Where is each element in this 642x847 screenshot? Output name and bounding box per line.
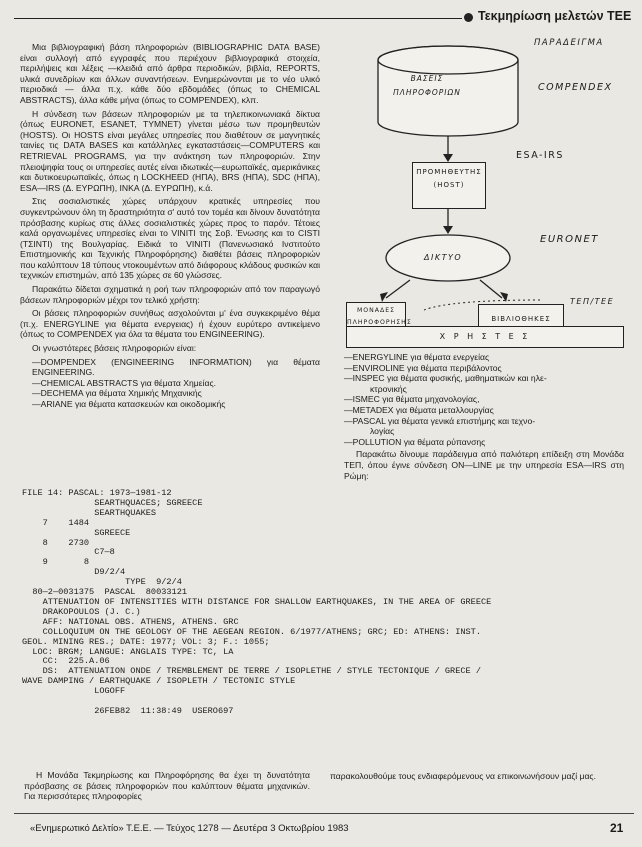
record-line: D9/2/4 [22, 567, 126, 578]
network-example: EURONET [540, 234, 599, 245]
list-item: —ENERGYLINE για θέματα ενεργείας [344, 352, 490, 362]
record-line: 26FEB82 11:38:49 USERO697 [22, 705, 234, 716]
record-line: LOGOFF [22, 686, 126, 697]
bottom-paragraph-left: Η Μονάδα Τεκμηρίωσης και Πληροφόρησης θα έχει τη δυνατότητα πρόσβασης σε βάσεις πληροφοριών που καλύπτουν θέματα μηχανικών. Για περισσότερες πληροφορίες [24, 770, 310, 802]
record-line: 7 1484 [22, 517, 90, 528]
record-line: GEOL. MINING RES.; DATE: 1977; VOL: 3; F.: 1055; [22, 636, 270, 647]
footer-text: «Ενημερωτικό Δελτίο» Τ.Ε.Ε. — Τεύχος 1278 — Δευτέρα 3 Οκτωβρίου 1983 [30, 823, 349, 834]
host-example: ESA-IRS [516, 150, 564, 161]
host-box [412, 162, 486, 209]
arrow-line [480, 280, 502, 298]
arrow-line [386, 280, 410, 298]
record-line: SEARTHQUAKES [22, 507, 157, 518]
list-item: —METADEX για θέματα μεταλλουργίας [344, 404, 494, 415]
bullet-icon [464, 13, 473, 22]
unit-label: ΜΟΝΑΔΕΣ ΠΛΗΡΟΦΟΡΗΣΗΣ [347, 307, 412, 326]
list-item: —ENVIROLINE για θέματα περιβάλοντος [344, 362, 502, 373]
record-line: C7—8 [22, 547, 115, 558]
record-line: FILE 14: PASCAL: 1973—1981-12 [22, 488, 172, 498]
database-list [20, 357, 320, 410]
section-title: Τεκμηρίωση μελετών ΤΕΕ [478, 9, 632, 23]
diagram-caption: ΠΑΡΑΔΕΙΓΜΑ [534, 38, 604, 48]
network-label: ΔΙΚΤΥΟ [424, 253, 463, 262]
left-column [20, 42, 320, 410]
list-item: —POLLUTION για θέματα ρύπανσης [344, 436, 486, 447]
unit-example: ΤΕΠ/ΤΕΕ [570, 297, 615, 306]
paragraph: Οι γνωστότερες βάσεις πληροφοριών είναι: [32, 343, 197, 354]
arrow-head [443, 154, 453, 162]
record-line: SGREECE [22, 527, 131, 538]
list-item: —CHEMICAL ABSTRACTS για θέματα Χημείας. [32, 377, 216, 388]
library-label: ΒΙΒΛΙΟΘΗΚΕΣ [491, 315, 551, 323]
footer-rule [14, 813, 634, 814]
header-rule [14, 18, 462, 19]
list-item: —ISMEC για θέματα μηχανολογίας, [344, 394, 480, 405]
record-line: TYPE 9/2/4 [22, 577, 182, 588]
closing-paragraph: Παρακάτω δίνουμε παράδειγμα από παλιότερη επίδειξη στη Μονάδα ΤΕΠ, όπου έγινε σύνδεση ON—LINE με την υπηρεσία ESA—IRS στη Ρώμη: [344, 449, 624, 481]
list-item: —DOMPENDEX (ENGINEERING INFORMATION) για θέματα ENGINEERING. [32, 356, 320, 378]
bottom-paragraph-right: παρακολουθούμε τους ενδιαφερόμενους να επικοινωνήσουν μαζί μας. [330, 771, 596, 781]
list-item: —DECHEMA για θέματα Χημικής Μηχανικής [32, 388, 202, 399]
list-item: —PASCAL για θέματα γενικά επιστήμης και τεχνο- [344, 415, 536, 426]
record-line: WAVE DAMPING / EARTHQUAKE / ISOPLETH / TECTONIC STYLE [22, 676, 296, 687]
search-record [22, 489, 628, 717]
paragraph: Οι βάσεις πληροφοριών συνήθως ασχολούνται μ' ένα συγκεκριμένο θέμα (π.χ. ENERGYLINE για θέματα ενεργειας) ή έχουν ευρύτερο αντικείμενο (όπως το COMPENDEX για όλα τα θέματα του ENGINEERING). [20, 308, 320, 340]
record-line: LOC: BRGM; LANGUE: ANGLAIS TYPE: TC, LA [22, 646, 234, 657]
arrow-head [443, 226, 453, 234]
users-box [346, 326, 624, 348]
record-line: DRAKOPOULOS (J. C.) [22, 606, 141, 617]
record-line: SEARTHQUACES; SGREECE [22, 497, 203, 508]
record-line: 80—2—0031375 PASCAL 80033121 [22, 587, 188, 598]
right-column [344, 352, 624, 481]
record-line: ATTENUATION OF INTENSITIES WITH DISTANCE FOR SHALLOW EARTHQUAKES, IN THE AREA OF GREECE [22, 596, 492, 607]
paragraph: Στις σοσιαλιστικές χώρες υπάρχουν κρατικές υπηρεσίες που συγκεντρώνουν όλη τη δραστηριότητα σ' αυτό τον τομέα και δίνουν δυνατότητα πρόσβασης κυρίως στις άλλες σοσιαλιστικές χώρες προς το παρόν. Τέτοιες καλά οργανωμένες υπηρεσίες είναι το VINITI της Σοβ. Ένωσης και το CISTI (ΤΣΙΝΤΙ) της Βουλγαρίας. Ειδικά το VINITI (Πανενωσιακό Ινστιτούτο Επιστημονικής και Τεχνικής Πληροφόρησης) διαθέτει βάσεις πληροφοριών που καλύπτουν 18 τύπους ντοκουμέντων από διάφορους κλάδους φυσικών και τεχνικών επιστημών, από 135 χώρες σε 60 γλώσσες. [20, 196, 320, 281]
paragraph: Η σύνδεση των βάσεων πληροφοριών με τα τηλεπικοινωνιακά δίκτυα (όπως EURONET, ESANET, TYMNET) γίνεται μέσω των προμηθευτών (HOSTS). Οι HOSTS είναι μεγάλες υπηρεσίες που διαθέτουν σε μαγνητικές ταινίες τις DATA BASES και κατάλληλες εγκαταστάσεις—COMPUTERS και RETRIEVAL PROGRAMS, για την ανάκτηση των πληροφοριών. Στην πλειοψηφία τους οι υπηρεσίες αυτές είναι ιδιωτικές—ευρωπαϊκές, αμερικάνικες και δυτικοευρωπαϊκές, όπως η LOCKHEED (ΗΠΑ), BRS (ΗΠΑ), SDC (ΗΠΑ), ESA—IRS (Δ. ΕΥΡΩΠΗ), INKA (Δ. ΕΥΡΩΠΗ), κ.ά. [20, 108, 320, 193]
record-line: AFF: NATIONAL OBS. ATHENS, ATHENS. GRC [22, 616, 239, 627]
list-item: λογίας [370, 426, 395, 437]
record-line: 8 2730 [22, 537, 90, 548]
record-line: COLLOQUIUM ON THE GEOLOGY OF THE AEGEAN REGION. 6/1977/ATHENS; GRC; ED: ATHENS: INST. [22, 626, 481, 637]
cylinder-example: COMPENDEX [538, 82, 613, 93]
users-label: Χ Ρ Η Σ Τ Ε Σ [439, 332, 531, 341]
list-item: κτρονικής [370, 383, 407, 394]
paragraph: Μια βιβλιογραφική βάση πληροφοριών (BIBLIOGRAPHIC DATA BASE) είναι συλλογή από εγγραφές που περιέχουν βιβλιογραφικά στοιχεία, περιλήψεις και λέξεις —κλειδιά από άρθρα περιοδικών, βιβλία, REPORTS, υλικά συνεδρίων και άλλων συναντήσεων. Ενημερώνονται με το νέο υλικό περιοδικά — άλλα π.χ. κάθε δύο εβδομάδες (όπως το CHEMICAL ABSTRACTS), άλλα κάθε μήνα (όπως το COMPENDEX), κλπ. [20, 42, 320, 105]
record-line: 9 8 [22, 557, 90, 568]
record-line: DS: ATTENUATION ONDE / TREMBLEMENT DE TERRE / ISOPLETHE / STYLE TECTONIQUE / GRECE / [22, 666, 481, 677]
database-list-right [344, 352, 624, 447]
record-line: CC: 225.A.06 [22, 656, 110, 667]
host-label: ΠΡΟΜΗΘΕΥΤΗΣ (HOST) [416, 168, 482, 189]
page-number: 21 [610, 821, 624, 835]
cylinder-label: ΒΑΣΕΙΣ ΠΛΗΡΟΦΟΡΙΩΝ [393, 74, 461, 97]
paragraph: Παρακάτω δίδεται σχηματικά η ροή των πληροφοριών από τον παραγωγό βάσεων πληροφοριών μέχρι τον τελικό χρήστη: [20, 284, 320, 305]
list-item: —ARIANE για θέματα κατασκευών και οικοδομικής [32, 399, 226, 409]
list-item: —INSPEC για θέματα φυσικής, μαθηματικών και ηλε- [344, 373, 547, 384]
